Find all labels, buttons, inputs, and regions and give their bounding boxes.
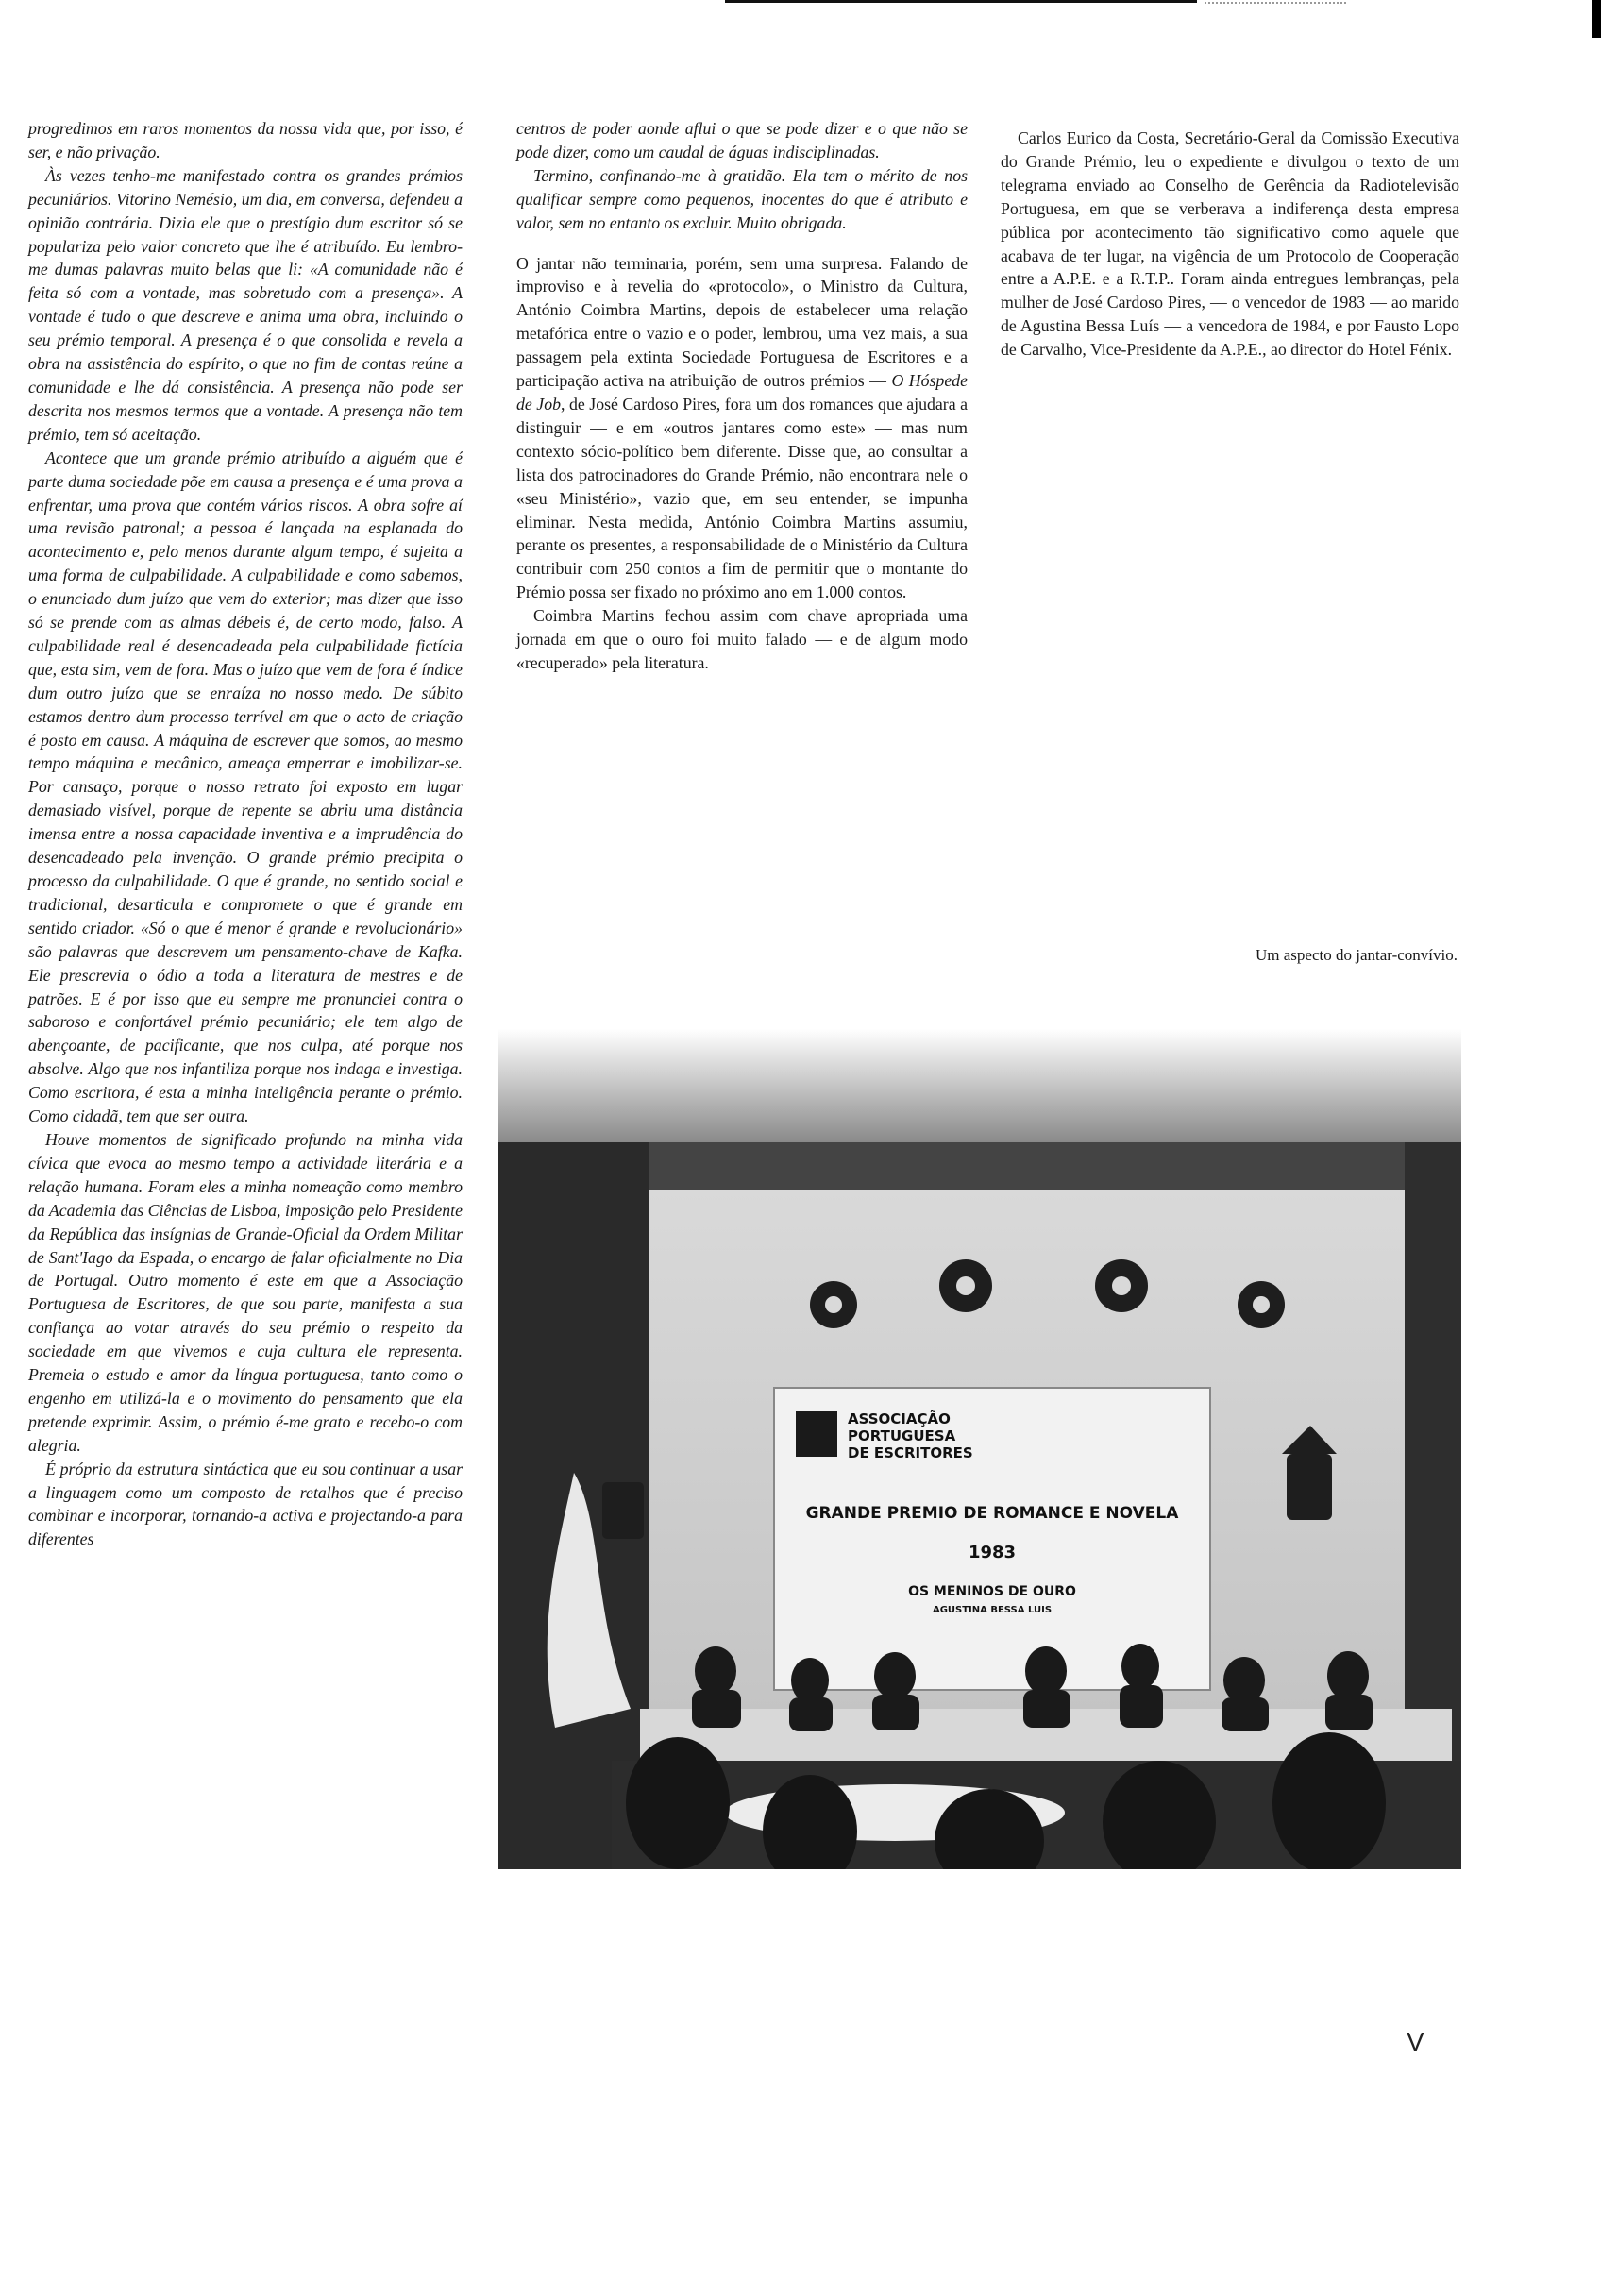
banner-line-7: AGUSTINA BESSA LUIS	[932, 1605, 1053, 1615]
paragraph: Às vezes tenho-me manifestado contra os grandes prémios pecuniários. Vitorino Nemésio, um dia, em conversa, defendeu a opinião contrária. Dizia ele que o prestígio dum escritor só se populariza pelo valor concreto que lhe é atribuído. Eu lembro-me dumas palavras muito belas que li: «A comunidade não é feita só com a vontade, mas sobretudo com a presença». A vontade é tudo o que descreve e anima uma obra, incluindo o seu prémio temporal. A presença é o que consolida e revela a obra na assistência do espírito, o que no fim de contas reúne a comunidade e lhe dá consistência. A presença não pode ser descrita nos mesmos termos que a vontade. A presença não tem prémio, tem só aceitação.	[28, 165, 463, 444]
column-right	[1001, 127, 1459, 362]
dinner-photo	[498, 1029, 1461, 1869]
paragraph: Termino, confinando-me à gratidão. Ela tem o mérito de nos qualificar sempre como pequenos, inocentes do que é atributo e valor, sem no entanto os excluir. Muito obrigada.	[516, 165, 968, 232]
banner-line-4: GRANDE PREMIO DE ROMANCE E NOVELA	[805, 1504, 1179, 1523]
paragraph: Houve momentos de significado profundo na minha vida cívica que evoca ao mesmo tempo a actividade literária e a relação humana. Foram eles a minha nomeação como membro da Academia das Ciências de Lisboa, imposição pelo Presidente da República das insígnias de Grande-Oficial da Ordem Militar de Sant'Iago da Espada, o encargo de falar oficialmente no Dia de Portugal. Outro momento é este em que a Associação Portuguesa de Escritores, de que sou parte, manifesta a sua confiança ao votar através do seu prémio o respeito da sociedade em que vivemos e cuja cultura ele representa. Premeia o estudo e amor da língua portuguesa, tanto como o engenho em utilizá-la e o movimento do pensamento que ela pretende exprimir. Assim, o prémio é-me grato e recebo-o com alegria.	[28, 1129, 463, 1455]
photo-illustration	[498, 1029, 1461, 1869]
paragraph	[516, 252, 968, 605]
text-run: O jantar não terminaria, porém, sem uma surpresa. Falando de improviso e à revelia do «protocolo», o Ministro da Cultura, António Coimbra Martins, depois de estabelecer uma relação metafórica entre o vazio e o poder, lembrou, uma vez mais, a sua passagem pela extinta Sociedade Portuguesa de Escritores e a participação activa na atribuição de outros prémios —	[516, 253, 968, 391]
overexposed-top	[498, 1029, 1461, 1142]
banner-line-3: DE ESCRITORES	[848, 1444, 973, 1461]
top-rule	[725, 0, 1197, 3]
column-left-speech	[28, 117, 463, 1551]
report-text	[516, 252, 968, 675]
photo-caption: Um aspecto do jantar-convívio.	[1256, 946, 1458, 964]
top-dotted-rule	[1205, 2, 1346, 4]
banner-line-5: 1983	[968, 1543, 1017, 1562]
paragraph: progredimos em raros momentos da nossa vida que, por isso, é ser, e não privação.	[28, 119, 463, 161]
text-run: , de José Cardoso Pires, fora um dos romances que ajudara a distinguir — e em «outros jantares como este» — mas num contexto sócio-político bem diferente. Disse que, ao consultar a lista dos patrocinadores do Grande Prémio, não encontrara nele o «seu Ministério», vazio que, em seu entender, se impunha eliminar. Nesta medida, António Coimbra Martins assumiu, perante os presentes, a responsabilidade de o Ministério da Cultura contribuir com 250 contos a fim de permitir que o montante do Prémio possa ser fixado no próximo ano em 1.000 contos.	[516, 394, 969, 602]
column-middle	[516, 117, 968, 675]
page-number: V	[1407, 2027, 1424, 2056]
speech-ending	[516, 117, 968, 235]
banner-logo	[796, 1411, 837, 1457]
banner-line-1: ASSOCIAÇÃO	[848, 1410, 951, 1427]
paragraph: Coimbra Martins fechou assim com chave apropriada uma jornada em que o ouro foi muito falado — e de algum modo «recuperado» pela literatura.	[516, 606, 968, 672]
paragraph: Carlos Eurico da Costa, Secretário-Geral da Comissão Executiva do Grande Prémio, leu o expediente e divulgou o texto de um telegrama enviado ao Conselho de Gerência da Radiotelevisão Portuguesa, em que se verberava a indiferença desta empresa pública por acontecimento tão significativo como aquele que acabava de ter lugar, na vigência de um Protocolo de Cooperação entre a A.P.E. e a R.T.P.. Foram ainda entregues lembranças, pela mulher de José Cardoso Pires, — o vencedor de 1983 — ao marido de Agustina Bessa Luís — a vencedora de 1984, e por Fausto Lopo de Carvalho, Vice-Presidente da A.P.E., ao director do Hotel Fénix.	[1001, 128, 1459, 360]
paragraph: Acontece que um grande prémio atribuído a alguém que é parte duma sociedade põe em causa a presença e é uma prova a enfrentar, uma prova que contém vários riscos. A obra sofre aí uma revisão patronal; a pessoa é lançada na esplanada do acontecimento e, pelo menos durante algum tempo, é sujeita a uma forma de culpabilidade. A culpabilidade e como sabemos, o enunciado dum juízo que vem do exterior; mas dizer que isso só se prende com as almas débeis é, de certo modo, falso. A culpabilidade real é desencadeada pela culpabilidade fictícia que, esta sim, vem de fora. Mas o juízo que vem de fora é índice dum outro juízo que se enraíza no nosso medo. De súbito estamos dentro dum processo terrível em que o acto de criação é posto em causa. A máquina de escrever que somos, ao mesmo tempo máquina e mecânico, ameaça emperrar e imobilizar-se. Por cansaço, porque o nosso retrato foi exposto em lugar demasiado visível, porque de repente se abriu uma distância imensa entre a nossa capacidade inventiva e a imprudência do desencadeado pela invenção. O grande prémio precipita o processo da culpabilidade. O que é grande, no sentido social e tradicional, desarticula e compromete o que é grande em sentido criador. «Só o que é menor é grande e revolucionário» são palavras que descrevem um pensamento-chave de Kafka. Ele prescrevia o ódio a toda a literatura de mestres e de patrões. E é por isso que eu sempre me pronunciei contra o saboroso e confortável prémio pecuniário; ele tem algo de abençoante, de pacificante, que nos culpa, até porque nos absolve. Algo que nos infantiliza porque nos indaga e investiga. Como escritora, é esta a minha inteligência perante o prémio. Como cidadã, tem que ser outra.	[28, 447, 463, 1126]
book-title: O Hóspede de Job	[516, 371, 968, 414]
scan-edge-mark	[1592, 0, 1601, 38]
banner-line-6: OS MENINOS DE OURO	[908, 1584, 1076, 1599]
paragraph: centros de poder aonde aflui o que se pode dizer e o que não se pode dizer, como um caudal de águas indisciplinadas.	[516, 119, 968, 161]
paragraph: É próprio da estrutura sintáctica que eu sou continuar a usar a linguagem como um composto de retalhos que é preciso combinar e incorporar, tornando-a activa e projectando-a para diferentes	[28, 1459, 463, 1549]
banner-line-2: PORTUGUESA	[848, 1427, 956, 1444]
